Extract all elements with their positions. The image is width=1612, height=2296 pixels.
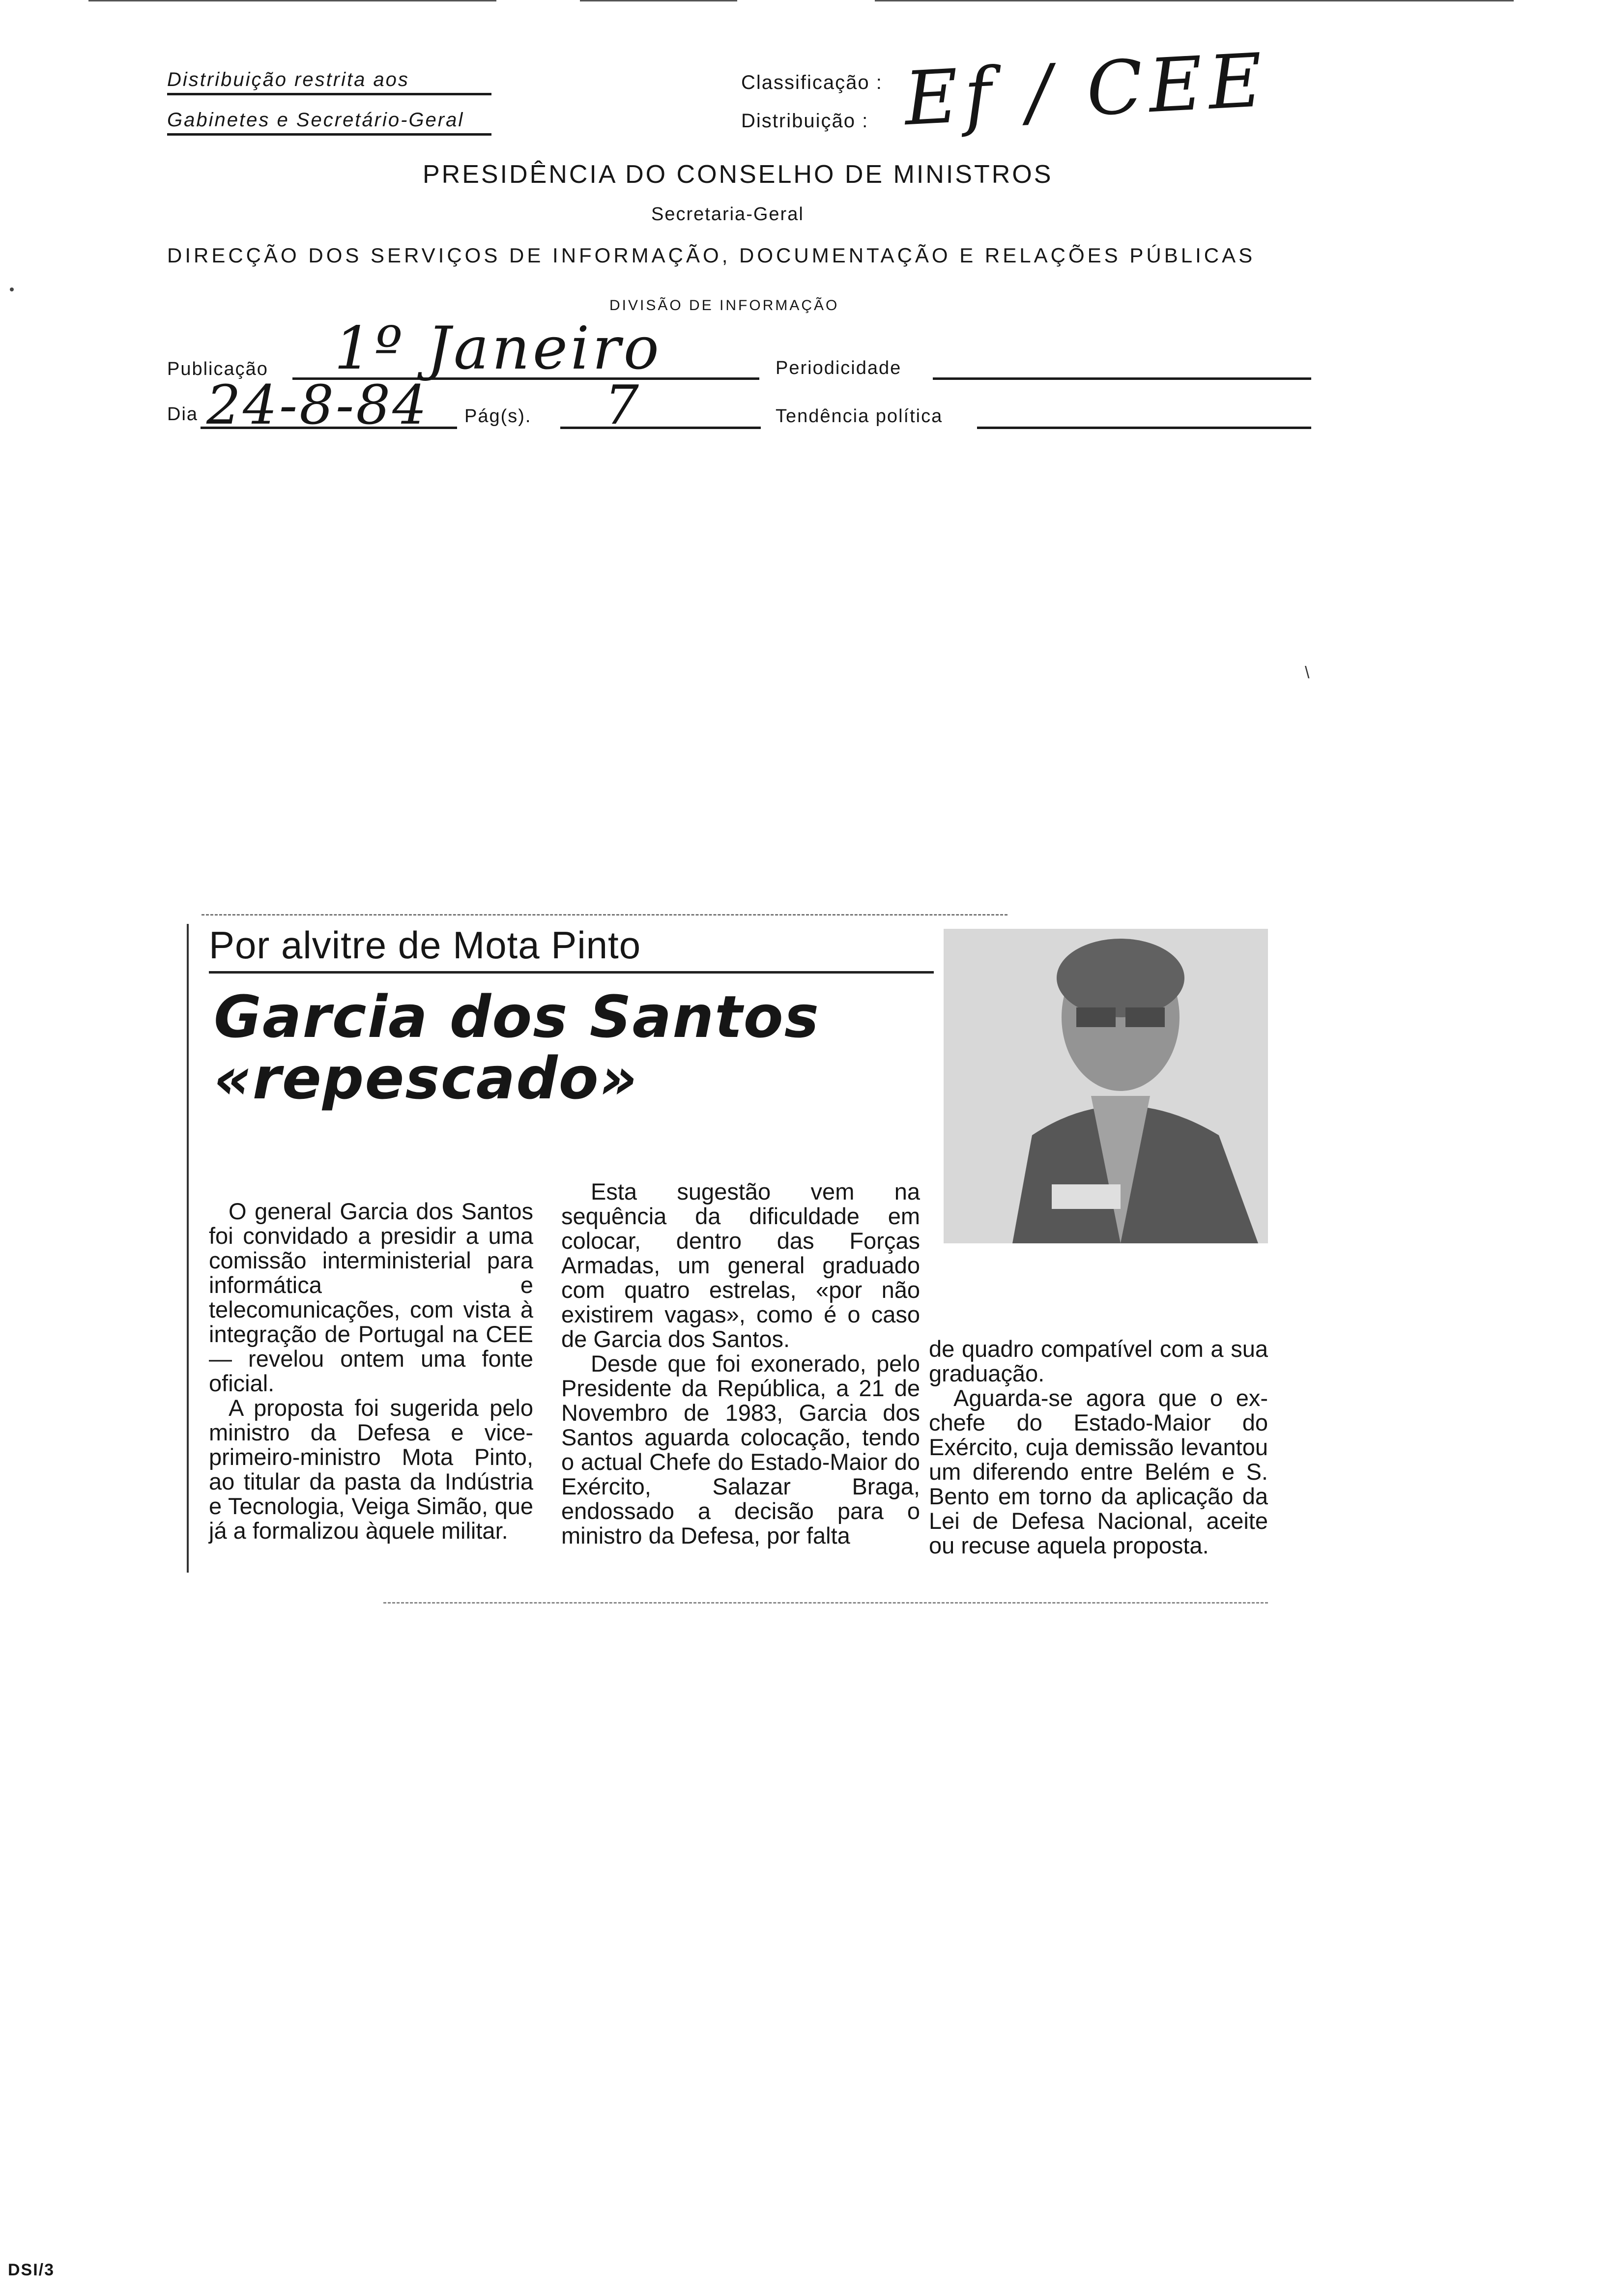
scan-edge-line (580, 0, 737, 1)
division-title: DIVISÃO DE INFORMAÇÃO (609, 297, 839, 314)
portrait-figure-icon (944, 929, 1268, 1243)
article-column-2 (561, 1179, 920, 1548)
newspaper-clipping (187, 914, 1278, 1617)
scan-edge-line (88, 0, 496, 1)
scan-mark: \ (1305, 663, 1310, 682)
clipping-left-edge (187, 924, 189, 1573)
article-col2-paragraph1: Esta sugestão vem na sequência da dificuldade em colocar, dentro das Forças Armadas, um general graduado com quatro estrelas, «por não existirem vagas», como é o caso de Garcia dos Santos. (561, 1178, 920, 1352)
directorate-title: DIRECÇÃO DOS SERVIÇOS DE INFORMAÇÃO, DOCUMENTAÇÃO E RELAÇÕES PÚBLICAS (167, 244, 1256, 267)
distribution-label: Distribuição : (741, 110, 869, 132)
political-tendency-label: Tendência política (776, 406, 943, 427)
article-column-1 (209, 1199, 533, 1543)
article-col2-paragraph2: Desde que foi exonerado, pelo Presidente da República, a 21 de Novembro de 1983, Garcia dos Santos aguarda colocação, tendo o actual Chefe do Estado-Maior do Exército, Salazar Braga, endossado a decisão para o ministro da Defesa, por falta (561, 1350, 920, 1549)
distribution-restricted-line2: Gabinetes e Secretário-Geral (167, 109, 491, 136)
pages-line (560, 427, 761, 429)
article-kicker: Por alvitre de Mota Pinto (209, 923, 641, 967)
scan-dot (10, 287, 14, 291)
article-headline-line2: «repescado» (214, 1044, 638, 1112)
org-title: PRESIDÊNCIA DO CONSELHO DE MINISTROS (423, 160, 1053, 189)
political-tendency-line (977, 427, 1311, 429)
publication-label: Publicação (167, 359, 268, 379)
scan-edge-line (875, 0, 1514, 1)
day-label: Dia (167, 404, 199, 425)
classification-label: Classificação : (741, 72, 883, 93)
clipping-bottom-edge (383, 1602, 1268, 1604)
article-col3-paragraph2: Aguarda-se agora que o ex-chefe do Estado-Maior do Exército, cuja demissão levantou um diferendo entre Belém e S. Bento em torno da aplicação da Lei de Defesa Nacional, aceite ou recuse aquela proposta. (929, 1385, 1268, 1558)
clipping-top-edge (202, 914, 1008, 916)
article-col3-paragraph1: de quadro compatível com a sua graduação. (929, 1336, 1268, 1386)
periodicity-label: Periodicidade (776, 358, 902, 378)
general-portrait-photo (944, 929, 1268, 1243)
pages-handwritten: 7 (604, 373, 639, 436)
periodicity-line (933, 377, 1311, 380)
day-handwritten: 24-8-84 (206, 373, 429, 436)
org-subtitle: Secretaria-Geral (651, 204, 804, 225)
distribution-restricted-line1: Distribuição restrita aos (167, 69, 491, 95)
article-headline-line1: Garcia dos Santos (214, 983, 820, 1051)
form-code: DSI/3 (8, 2261, 55, 2279)
article-col1-paragraph2: A proposta foi sugerida pelo ministro da Defesa e vice-primeiro-ministro Mota Pinto, ao titular da pasta da Indústria e Tecnologia, Veiga Simão, que já a formalizou àquele militar. (209, 1395, 533, 1544)
classification-handwritten: Ef / CEE (902, 37, 1270, 143)
kicker-rule (209, 971, 934, 974)
publication-handwritten: 1º Janeiro (334, 315, 662, 383)
article-col1-paragraph1: O general Garcia dos Santos foi convidado a presidir a uma comissão interministerial para informática e telecomunicações, com vista à integração de Portugal na CEE — revelou ontem uma fonte oficial. (209, 1198, 533, 1396)
pages-label: Pág(s). (464, 406, 532, 427)
article-column-3 (929, 1337, 1268, 1558)
